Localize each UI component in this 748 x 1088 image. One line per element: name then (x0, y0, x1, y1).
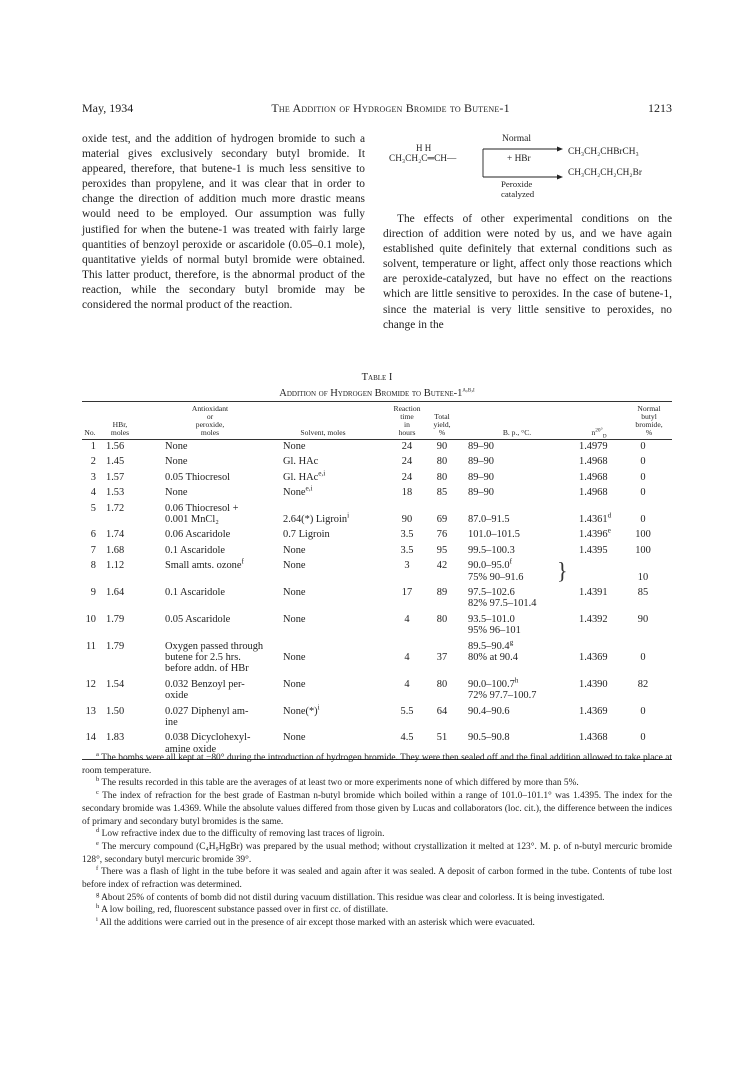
table-caption-text: Addition of Hydrogen Bromide to Butene-1 (279, 388, 463, 399)
cell-anti: amine oxide (165, 743, 217, 755)
table-row (82, 503, 672, 530)
cell-hbr: 1.74 (106, 529, 125, 541)
cell-solvent: None (283, 441, 306, 452)
cell-hbr: 1.64 (106, 586, 125, 598)
header-hbr: HBr, moles (110, 419, 130, 437)
cell-nd: 1.4968 (579, 487, 608, 499)
cell-bp: 75% 90–91.6 (468, 571, 524, 583)
cell-time: 17 (401, 586, 413, 598)
cell-normal: 100 (635, 544, 651, 556)
page-header (82, 101, 672, 116)
cell-solvent: None (283, 560, 306, 572)
cell-hbr: 1.54 (106, 678, 125, 690)
cell-no: 5 (90, 502, 96, 514)
cell-solvent: None (283, 732, 306, 744)
cell-bp: 89.5–90.4$^g$ (468, 638, 514, 652)
cell-yield: 69 (436, 513, 448, 525)
left-column (82, 132, 365, 313)
cell-bp: 95% 96–101 (468, 625, 521, 637)
scheme-catalyzed-label: catalyzed (501, 189, 535, 199)
table-row (82, 703, 672, 733)
cell-yield: 80 (436, 456, 448, 468)
cell-no: 12 (85, 678, 96, 690)
table-row (82, 456, 672, 471)
cell-time: 3.5 (400, 544, 414, 556)
cell-yield: 80 (436, 678, 448, 690)
cell-bp: 97.5–102.6 (468, 586, 515, 598)
cell-anti: 0.001 MnCl₂ (165, 513, 219, 525)
header-refractive-index: $n^{20^\circ}_D$ (591, 427, 607, 440)
cell-nd: 1.4968 (579, 471, 608, 483)
cell-normal: 0 (640, 732, 646, 744)
cell-bp: 89–90 (468, 456, 494, 468)
cell-hbr: 1.56 (106, 441, 125, 452)
cell-anti: 0.032 Benzoyl per- (165, 678, 245, 690)
cell-nd: 1.4361$^d$ (579, 511, 612, 525)
cell-anti: 0.05 Ascaridole (165, 613, 231, 625)
table-body (82, 441, 672, 760)
cell-hbr: 1.12 (106, 560, 125, 572)
cell-bp: 80% at 90.4 (468, 651, 518, 663)
cell-solvent: Gl. HAc$^{e,i}$ (283, 469, 326, 483)
right-column-text: The effects of other experimental conditions on the direction of addition were noted by us, and we have again established quite definitely that external conditions such as solvent, temperature or light, affect only those reactions which are peroxide-catalyzed, but have no effect on the reactions which are little sensitive to peroxides. In the case of butene-1, since the material is very little sensitive to peroxides, no change in the (383, 213, 672, 331)
cell-normal: 82 (637, 678, 649, 690)
cell-normal: 0 (640, 513, 646, 525)
cell-normal: 90 (637, 613, 649, 625)
scheme-hydrogens: H H (416, 143, 432, 153)
header-date: May, 1934 (82, 101, 134, 115)
cell-nd: 1.4396e (579, 526, 611, 541)
cell-solvent: Gl. HAc (283, 456, 319, 468)
header-time: Reaction time in hours (393, 403, 421, 437)
cell-normal: 0 (640, 651, 646, 663)
cell-bp: 99.5–100.3 (468, 544, 515, 556)
cell-bp: 89–90 (468, 471, 494, 483)
header-yield: Total yield, % (433, 411, 451, 437)
footnote: $^c$ The index of refraction for the best grade of Eastman n-butyl bromide which boiled within a range of 101.0–101.1° was 1.4395. The index for the secondary bromide was 1.4369. While the absolute values differed from those given by Lucas and collaborators (loc. cit.), the difference between the indices of primary and secondary butyl bromides is the same. (82, 788, 672, 827)
table-number: Table I (361, 372, 393, 383)
cell-time: 90 (401, 513, 413, 525)
cell-hbr: 1.79 (106, 613, 125, 625)
table-header (82, 403, 672, 439)
cell-solvent: 0.7 Ligroin (283, 529, 330, 541)
cell-bp: 101.0–101.5 (468, 529, 520, 541)
cell-bp: 90.4–90.6 (468, 705, 510, 717)
cell-normal: 0 (640, 487, 646, 499)
cell-bp: 89–90 (468, 487, 494, 499)
table-row (82, 587, 672, 614)
footnote: $^d$ Low refractive index due to the difficulty of removing last traces of ligroin. (96, 827, 385, 840)
footnote: $^a$ The bombs were all kept at −80° during the introduction of hydrogen bromide. They were then sealed off and the final addition allowed to take place at room temperature. (82, 750, 672, 776)
cell-solvent: None (283, 651, 306, 663)
cell-solvent: None (283, 586, 306, 598)
table-row (82, 614, 672, 641)
cell-bp: 72% 97.7–100.7 (468, 690, 537, 702)
cell-nd: 1.4979 (579, 441, 608, 452)
cell-anti: Small amts. ozone$^f$ (165, 557, 244, 572)
cell-no: 8 (90, 560, 96, 572)
table-caption (82, 384, 672, 399)
cell-no: 14 (85, 732, 96, 744)
cell-solvent: $None(*)^i$ (283, 703, 320, 717)
scheme-product-normal: CH₃CH₂CHBrCH₃ (568, 147, 639, 157)
cell-yield: 80 (436, 471, 448, 483)
cell-solvent: None (283, 544, 306, 556)
cell-no: 9 (90, 586, 96, 598)
cell-solvent: 2.64(*) Ligroin$^i$ (283, 511, 350, 525)
cell-normal: 0 (640, 441, 646, 452)
cell-bp: 82% 97.5–101.4 (468, 598, 537, 610)
cell-time: 3.5 (400, 529, 414, 541)
cell-yield: 90 (436, 441, 448, 452)
cell-nd: 1.4369 (579, 651, 608, 663)
cell-time: 5.5 (400, 705, 414, 717)
cell-no: 1 (90, 441, 96, 452)
cell-hbr: 1.45 (106, 456, 125, 468)
cell-time: 4.5 (400, 732, 414, 744)
cell-hbr: 1.68 (106, 544, 125, 556)
cell-yield: 95 (436, 544, 448, 556)
header-no: No. (84, 427, 96, 437)
table-row (82, 676, 672, 706)
table-row (82, 545, 672, 560)
cell-normal: 100 (635, 529, 651, 541)
cell-anti: 0.027 Diphenyl am- (165, 705, 249, 717)
table-top-rule (82, 401, 672, 402)
cell-hbr: 1.57 (106, 471, 125, 483)
cell-time: 4 (404, 678, 410, 690)
cell-normal: 10 (637, 571, 649, 583)
cell-hbr: 1.72 (106, 502, 125, 514)
cell-anti: ine (165, 716, 178, 728)
cell-time: 3 (404, 560, 410, 572)
header-bp: B. p., °C. (502, 427, 532, 437)
cell-yield: 80 (436, 613, 448, 625)
cell-solvent: None$^{e,i}$ (283, 484, 313, 499)
cell-yield: 51 (436, 732, 448, 744)
table-row (82, 638, 672, 679)
cell-time: 18 (401, 487, 413, 499)
cell-nd: 1.4392 (579, 613, 608, 625)
cell-no: 7 (90, 544, 96, 556)
cell-hbr: 1.79 (106, 640, 125, 652)
footnotes (82, 752, 672, 930)
table-row (82, 469, 672, 487)
cell-anti: butene for 2.5 hrs. (165, 651, 241, 663)
footnote: $^g$ About 25% of contents of bomb did not distil during vacuum distillation. This residue was clear and colorless. It is being investigated. (96, 890, 605, 903)
scheme-reagent: + HBr (507, 154, 531, 164)
left-column-text: oxide test, and the addition of hydrogen bromide to such a material gives exclusively secondary butyl bromide. It appeared, therefore, that butene-1 is much less sensitive to peroxides than propylene, and it was clear that in order to change the direction of addition much more drastic means would need to be employed. Our assumption was fully justified for when the butene-1 was treated with fairly large quantities of benzoyl peroxide or ascaridole (0.05–0.1 mole), quantitative yields of normal butyl bromide were obtained. This latter product, therefore, is the abnormal product of the reaction, while the secondary butyl bromide may be considered the normal product of the reaction. (82, 133, 365, 312)
cell-hbr: 1.50 (106, 705, 125, 717)
cell-time: 4 (404, 613, 410, 625)
footnote: $^e$ The mercury compound (C₄H₉HgBr) was prepared by the usual method; without crystallization it melted at 123°. M. p. of n-butyl mercuric bromide 128°, secondary butyl mercuric bromide 39°. (82, 839, 672, 865)
cell-time: 4 (404, 651, 410, 663)
cell-nd: 1.4391 (579, 586, 608, 598)
cell-anti: 0.06 Ascaridole (165, 529, 231, 541)
cell-normal: 85 (637, 586, 649, 598)
cell-nd: 1.4968 (579, 456, 608, 468)
scheme-normal-label: Normal (502, 134, 532, 144)
cell-no: 10 (85, 613, 96, 625)
table-row (82, 557, 672, 587)
cell-yield: 89 (436, 586, 448, 598)
cell-nd: 1.4390 (579, 678, 608, 690)
cell-solvent: None (283, 678, 306, 690)
cell-bp: 93.5–101.0 (468, 613, 515, 625)
table-row (82, 484, 672, 502)
cell-bp: 89–90 (468, 441, 494, 452)
scheme-arrows (383, 131, 672, 205)
cell-anti: None (165, 441, 188, 452)
scheme-peroxide-label: Peroxide (501, 179, 533, 189)
cell-anti: 0.05 Thiocresol (165, 471, 231, 483)
cell-no: 3 (90, 471, 96, 483)
cell-anti: 0.038 Dicyclohexyl- (165, 732, 251, 744)
cell-anti: None (165, 487, 188, 499)
cell-nd: 1.4368 (579, 732, 608, 744)
cell-anti: 0.1 Ascaridole (165, 544, 226, 556)
cell-nd: 1.4395 (579, 544, 608, 556)
cell-time: 24 (401, 471, 413, 483)
cell-solvent: None (283, 613, 306, 625)
reaction-scheme (383, 131, 672, 205)
footnote: $^f$ There was a flash of light in the tube before it was sealed and again after it was sealed. A deposit of carbon formed in the tube. Contents of tube lost before index of refraction was determined. (82, 865, 672, 891)
cell-anti: 0.1 Ascaridole (165, 586, 226, 598)
cell-no: 4 (90, 487, 96, 499)
cell-time: 24 (401, 456, 413, 468)
scheme-product-peroxide: CH₃CH₂CH₂CH₂Br (568, 168, 642, 178)
cell-yield: 64 (436, 705, 448, 717)
cell-bp: 87.0–91.5 (468, 513, 510, 525)
header-solvent: Solvent, moles (300, 427, 346, 437)
footnote: $^i$ All the additions were carried out in the presence of air except those marked with an asterisk which were evacuated. (96, 916, 535, 929)
table-header-rule (82, 439, 672, 440)
header-page-number: 1213 (647, 101, 672, 115)
footnote: $^b$ The results recorded in this table are the averages of at least two or more experiments none of which differed by more than 5%. (96, 776, 579, 789)
cell-bp: 90.0–100.7$^h$ (468, 676, 519, 690)
cell-anti: None (165, 456, 188, 468)
cell-no: 2 (90, 456, 96, 468)
scheme-reactant: CH₃CH₂C═CH— (389, 154, 457, 164)
cell-anti: before addn. of HBr (165, 663, 249, 675)
header-normal-bromide: Normal butyl bromide, % (635, 403, 663, 437)
cell-hbr: 1.83 (106, 732, 125, 744)
cell-nd: 1.4369 (579, 705, 608, 717)
cell-time: 24 (401, 441, 413, 452)
header-title: The Addition of Hydrogen Bromide to Butene-1 (271, 101, 510, 115)
cell-anti: 0.06 Thiocresol + (165, 502, 239, 514)
cell-normal: 0 (640, 456, 646, 468)
cell-normal: 0 (640, 471, 646, 483)
footnote: $^h$ A low boiling, red, fluorescent substance passed over in first cc. of distillate. (96, 903, 389, 916)
brace: } (557, 557, 568, 584)
cell-no: 13 (85, 705, 96, 717)
table-row (82, 526, 672, 544)
table-row (82, 441, 672, 456)
cell-yield: 37 (436, 651, 448, 663)
header-antioxidant: Antioxidant or peroxide, moles (191, 403, 229, 437)
cell-bp: 90.5–90.8 (468, 732, 510, 744)
cell-normal: 0 (640, 705, 646, 717)
cell-yield: 76 (436, 529, 448, 541)
cell-yield: 42 (436, 560, 448, 572)
cell-no: 11 (85, 640, 96, 652)
cell-anti: Oxygen passed through (165, 640, 264, 652)
cell-hbr: 1.53 (106, 487, 125, 499)
table-caption-notes: a,b,i (462, 384, 475, 394)
cell-yield: 85 (436, 487, 448, 499)
right-column (383, 212, 672, 333)
cell-no: 6 (90, 529, 96, 541)
cell-anti: oxide (165, 690, 189, 702)
cell-bp: 90.0–95.0$^f$ (468, 557, 512, 572)
